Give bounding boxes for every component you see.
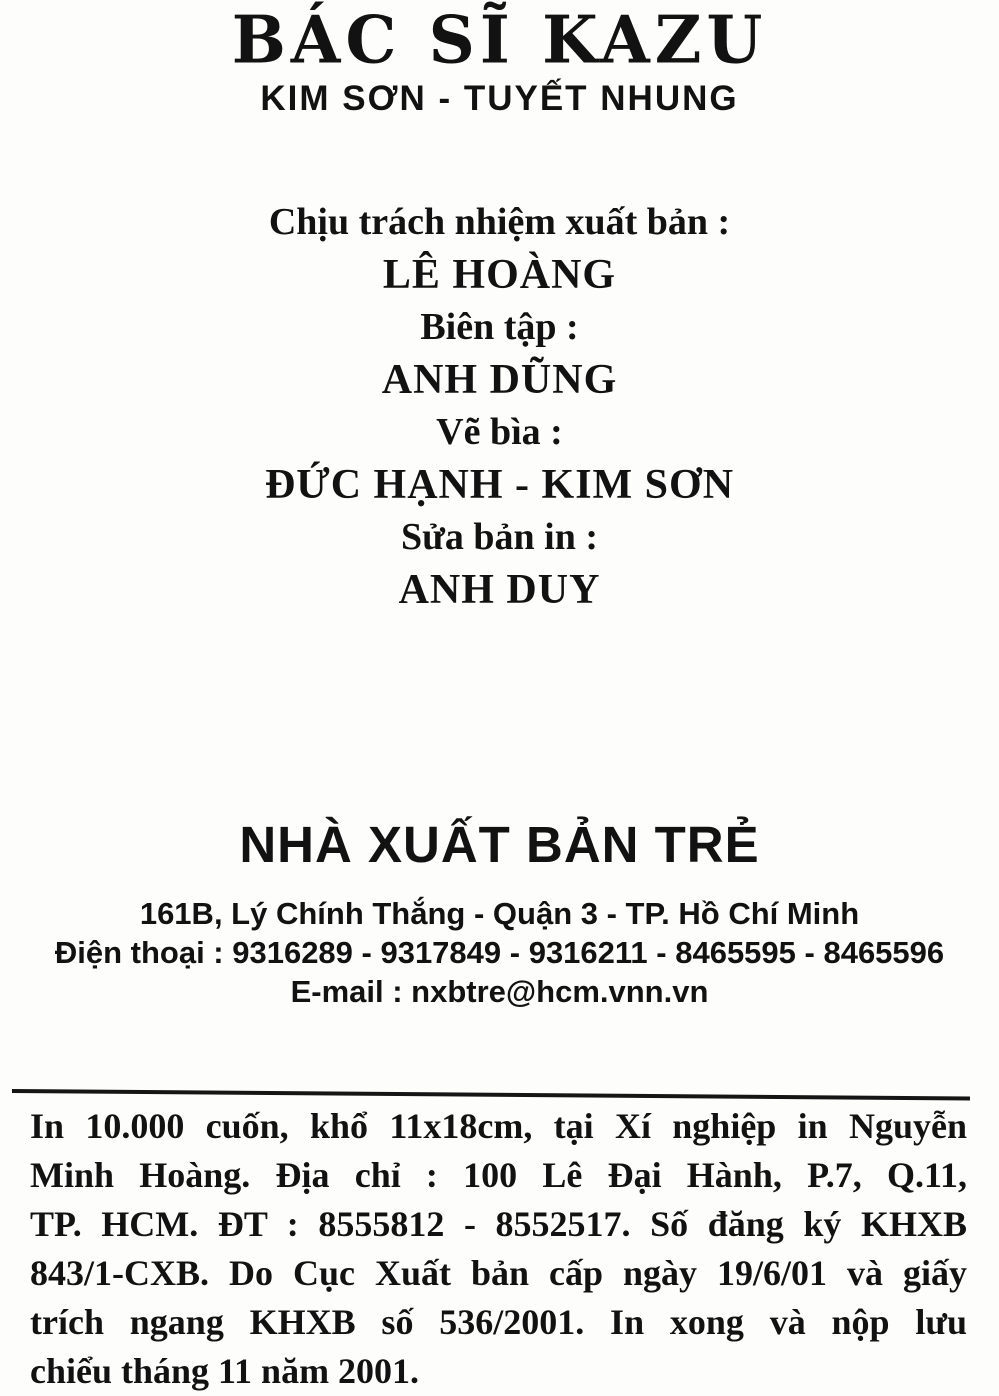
colophon-line: In 10.000 cuốn, khổ 11x18cm, tại Xí nghiệp in Nguyễn [30,1106,967,1146]
title-block [0,2,999,118]
credit-person-editor: ANH DŨNG [381,357,618,403]
publisher-phone: Điện thoại : 9316289 - 9317849 - 9316211 - 8465595 - 8465596 [54,935,945,970]
credit-role-editor: Biên tập : [420,306,579,348]
colophon-line: trích ngang KHXB số 536/2001. In xong và nộp lưu [30,1302,967,1342]
colophon-line: Minh Hoàng. Địa chỉ : 100 Lê Đại Hành, P.7, Q.11, [30,1155,967,1195]
credit-role-publishing-responsibility: Chịu trách nhiệm xuất bản : [268,201,731,243]
publisher-section [0,816,999,1011]
colophon-line-last: chiểu tháng 11 năm 2001. [30,1351,420,1391]
publisher-email: E-mail : nxbtre@hcm.vnn.vn [290,974,709,1009]
credit-person-publishing-responsibility: LÊ HOÀNG [382,252,617,298]
credit-role-cover-art: Vẽ bìa : [436,411,563,453]
credit-person-cover-art: ĐỨC HẠNH - KIM SƠN [264,462,735,508]
publisher-name: NHÀ XUẤT BẢN TRẺ [239,816,760,873]
publisher-address: 161B, Lý Chính Thắng - Quận 3 - TP. Hồ Chí Minh [139,896,860,931]
book-authors: KIM SƠN - TUYẾT NHUNG [260,79,739,118]
credit-role-proofreading: Sửa bản in : [400,516,599,558]
divider-rule [12,1089,970,1101]
colophon-line: TP. HCM. ĐT : 8555812 - 8552517. Số đăng ký KHXB [30,1204,967,1244]
credits-section [0,196,999,616]
colophon-section [30,1102,967,1396]
colophon-line: 843/1-CXB. Do Cục Xuất bản cấp ngày 19/6/01 và giấy [30,1253,967,1293]
book-title: BÁC SĨ KAZU [231,2,768,79]
credit-person-proofreading: ANH DUY [398,567,601,613]
